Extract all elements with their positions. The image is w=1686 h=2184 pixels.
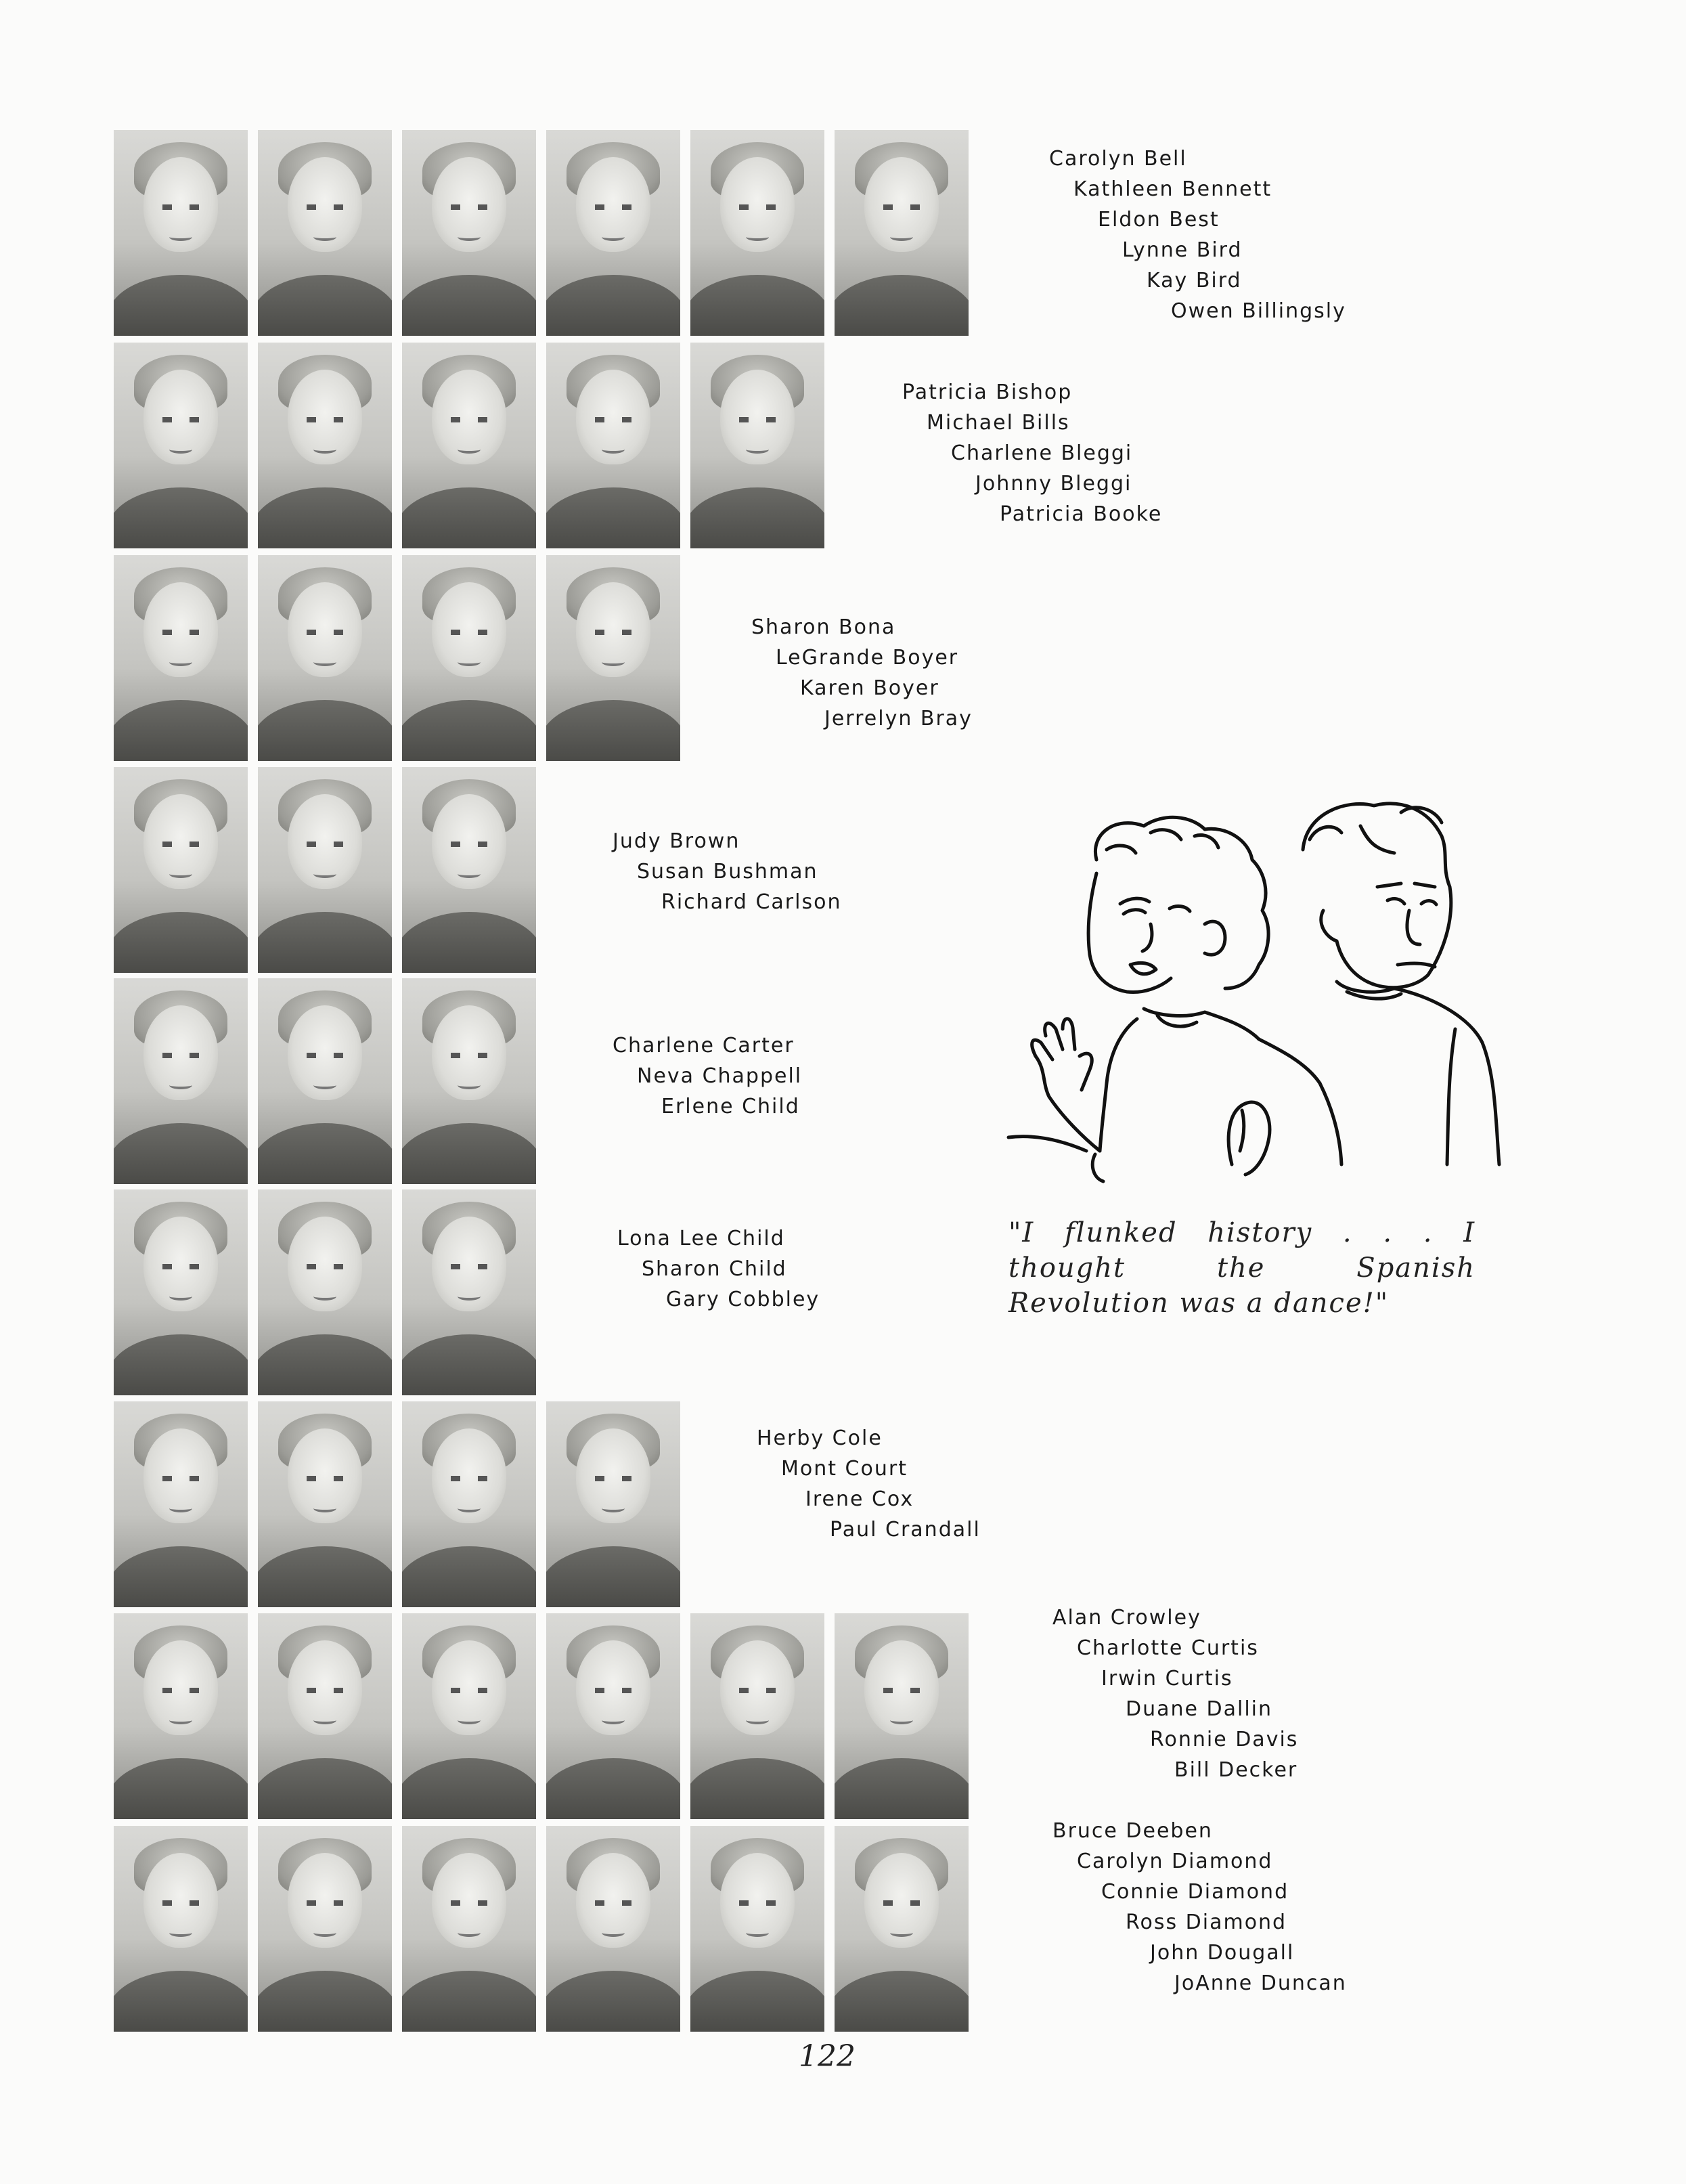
- student-name: Jerrelyn Bray: [824, 707, 973, 730]
- student-portrait: [114, 978, 248, 1184]
- student-portrait: [258, 1613, 392, 1819]
- student-portrait: [690, 1826, 824, 2032]
- student-name: Ross Diamond: [1126, 1910, 1287, 1934]
- student-name: Michael Bills: [927, 411, 1070, 435]
- portrait-row: [114, 1401, 690, 1607]
- portrait-row: [114, 1189, 546, 1395]
- student-name: Duane Dallin: [1126, 1697, 1273, 1721]
- student-portrait: [402, 767, 536, 973]
- page-number: 122: [799, 2039, 856, 2074]
- student-portrait: [546, 343, 680, 548]
- student-portrait: [835, 1826, 969, 2032]
- student-portrait: [114, 1189, 248, 1395]
- student-portrait: [402, 1189, 536, 1395]
- student-name: Charlene Carter: [613, 1034, 795, 1057]
- student-portrait: [835, 130, 969, 336]
- student-name: Erlene Child: [661, 1095, 800, 1118]
- student-portrait: [114, 130, 248, 336]
- student-name: JoAnne Duncan: [1174, 1971, 1347, 1995]
- student-name: Paul Crandall: [830, 1518, 981, 1542]
- student-portrait: [114, 767, 248, 973]
- student-portrait: [258, 343, 392, 548]
- student-portrait: [114, 555, 248, 761]
- student-name: Connie Diamond: [1101, 1880, 1289, 1904]
- student-name: Sharon Bona: [751, 615, 896, 639]
- student-portrait: [546, 1401, 680, 1607]
- portrait-row: [114, 130, 979, 336]
- student-portrait: [402, 343, 536, 548]
- student-portrait: [402, 130, 536, 336]
- student-name: Judy Brown: [613, 829, 740, 853]
- cartoon-illustration: [927, 785, 1523, 1192]
- portrait-row: [114, 1826, 979, 2032]
- student-portrait: [258, 555, 392, 761]
- student-name: Charlene Bleggi: [951, 441, 1133, 465]
- student-name: Irene Cox: [805, 1487, 914, 1511]
- student-name: Irwin Curtis: [1101, 1667, 1233, 1690]
- student-portrait: [258, 1826, 392, 2032]
- student-name: Eldon Best: [1098, 208, 1220, 232]
- portrait-row: [114, 1613, 979, 1819]
- student-name: Gary Cobbley: [666, 1288, 820, 1311]
- student-portrait: [690, 343, 824, 548]
- student-portrait: [402, 1826, 536, 2032]
- student-portrait: [258, 767, 392, 973]
- student-portrait: [402, 1613, 536, 1819]
- cartoon-caption: "I flunked history . . . I thought the Spanish Revolution was a dance!": [1008, 1217, 1476, 1319]
- portrait-row: [114, 767, 546, 973]
- student-name: Bill Decker: [1174, 1758, 1298, 1782]
- student-portrait: [402, 978, 536, 1184]
- student-portrait: [114, 343, 248, 548]
- student-name: Johnny Bleggi: [975, 472, 1132, 496]
- student-portrait: [258, 1189, 392, 1395]
- student-portrait: [114, 1826, 248, 2032]
- student-portrait: [114, 1613, 248, 1819]
- student-name: Neva Chappell: [637, 1064, 803, 1088]
- student-portrait: [690, 130, 824, 336]
- student-portrait: [546, 1826, 680, 2032]
- student-portrait: [546, 130, 680, 336]
- student-name: Patricia Booke: [1000, 502, 1163, 526]
- student-name: Owen Billingsly: [1171, 299, 1346, 323]
- student-name: Sharon Child: [642, 1257, 787, 1281]
- student-portrait: [402, 1401, 536, 1607]
- student-portrait: [546, 1613, 680, 1819]
- student-portrait: [835, 1613, 969, 1819]
- student-name: Carolyn Diamond: [1077, 1850, 1273, 1873]
- portrait-row: [114, 978, 546, 1184]
- student-name: LeGrande Boyer: [776, 646, 959, 670]
- portrait-row: [114, 555, 690, 761]
- student-name: Patricia Bishop: [902, 380, 1073, 404]
- student-name: Charlotte Curtis: [1077, 1636, 1259, 1660]
- student-name: John Dougall: [1150, 1941, 1295, 1965]
- student-portrait: [258, 1401, 392, 1607]
- student-name: Kay Bird: [1147, 269, 1242, 292]
- student-portrait: [114, 1401, 248, 1607]
- student-name: Richard Carlson: [661, 890, 842, 914]
- student-name: Carolyn Bell: [1049, 147, 1187, 171]
- student-name: Lona Lee Child: [617, 1227, 785, 1250]
- student-portrait: [402, 555, 536, 761]
- student-name: Mont Court: [781, 1457, 908, 1481]
- student-portrait: [690, 1613, 824, 1819]
- portrait-row: [114, 343, 835, 548]
- student-name: Bruce Deeben: [1052, 1819, 1213, 1843]
- student-name: Alan Crowley: [1052, 1606, 1201, 1630]
- student-name: Ronnie Davis: [1150, 1728, 1299, 1751]
- student-name: Kathleen Bennett: [1073, 177, 1272, 201]
- student-portrait: [546, 555, 680, 761]
- student-name: Herby Cole: [757, 1426, 883, 1450]
- student-portrait: [258, 978, 392, 1184]
- student-portrait: [258, 130, 392, 336]
- student-name: Susan Bushman: [637, 860, 818, 883]
- student-name: Karen Boyer: [800, 676, 939, 700]
- student-name: Lynne Bird: [1122, 238, 1243, 262]
